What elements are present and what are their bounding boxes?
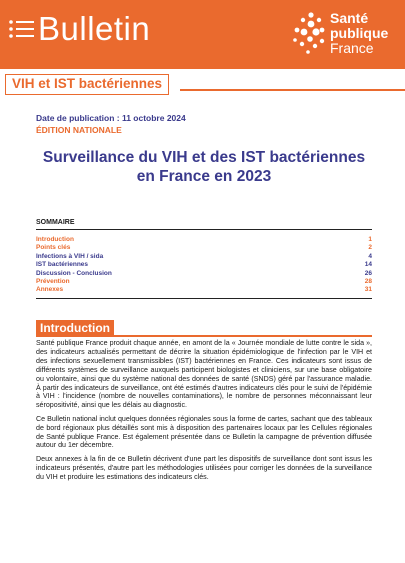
logo-wordmark (330, 11, 388, 56)
toc-item-label: Infections à VIH / sida (36, 252, 104, 260)
toc-item-label: Annexes (36, 286, 64, 294)
toc-item-label: IST bactériennes (36, 261, 89, 269)
toc-item-prevention[interactable] (36, 278, 372, 286)
introduction-body (36, 339, 372, 486)
toc-item-label: Introduction (36, 236, 74, 243)
edition-label: ÉDITION NATIONALE (36, 125, 122, 135)
toc-item-ist-bacteriennes[interactable] (36, 261, 372, 269)
bulletin-title: Bulletin (38, 10, 151, 47)
logo-line-3: France (330, 40, 374, 56)
toc-item-annexes[interactable] (36, 286, 372, 294)
toc-item-label: Discussion - Conclusion (36, 269, 112, 277)
document-title: Surveillance du VIH et des IST bactériennes en France en 2023 (42, 149, 366, 185)
toc-heading: SOMMAIRE (36, 219, 75, 226)
toc-item-label: Prévention (36, 278, 70, 286)
logo-line-1: Santé (330, 10, 369, 26)
toc-rule-bottom (36, 298, 372, 299)
logo-line-2: publique (330, 25, 389, 41)
topic-label: VIH et IST bactériennes (12, 76, 163, 91)
topic-divider (180, 89, 405, 91)
toc-rule-top (36, 229, 372, 230)
topic-badge (5, 74, 169, 95)
toc-item-page: 26 (364, 269, 372, 277)
table-of-contents (36, 236, 372, 295)
toc-item-discussion[interactable] (36, 270, 372, 278)
introduction-heading: Introduction (36, 320, 114, 336)
toc-item-vih-sida[interactable] (36, 253, 372, 261)
dots-starburst-icon (289, 10, 327, 58)
toc-item-page: 1 (368, 236, 372, 243)
toc-item-points-cles[interactable] (36, 244, 372, 252)
toc-item-label: Points clés (36, 244, 71, 252)
toc-item-page: 31 (364, 286, 372, 294)
intro-paragraph: Santé publique France produit chaque année, en amont de la « Journée mondiale de lutte contre le sida », des indicateurs actualisés permettant de décrire la situation épidémiologique de l'infection par le VIH et des infections sexuellement transmissibles (IST) bactériennes en France. Ces indicateurs sont issus de différents systèmes de surveillance auxquels participent biologistes et cliniciens, sur une base obligatoire ou volontaire, ainsi que du système national des données de santé (SNDS) géré par l'assurance maladie. À partir des indicateurs de surveillance, ont été estimés d'autres indicateurs clés pour le suivi de l'épidémie à VIH : l'incidence (nombre de nouvelles contaminations), le nombre de personnes méconnaissant leur séropositivité, ainsi que les délais au diagnostic. (36, 339, 372, 410)
intro-paragraph: Deux annexes à la fin de ce Bulletin décrivent d'une part les dispositifs de surveillance dont sont issus les indicateurs présentés, d'autre part les méthodologies utilisées pour corriger les données de la surveillance du VIH et produire les estimations des indicateurs clés. (36, 454, 372, 481)
publication-meta (36, 112, 186, 136)
publication-date: Date de publication : 11 octobre 2024 (36, 113, 186, 123)
toc-item-page: 14 (364, 261, 372, 269)
toc-item-introduction[interactable] (36, 236, 372, 244)
toc-item-page: 2 (368, 244, 372, 252)
list-lines-icon (8, 18, 34, 40)
intro-paragraph: Ce Bulletin national inclut quelques données régionales sous la forme de cartes, sachant que des tableaux de bord régionaux plus détaillés sont mis à disposition des partenaires locaux par les Cellules régionales de Santé publique France. Est également présentée dans ce Bulletin la campagne de prévention diffusée autour du 1er décembre. (36, 414, 372, 450)
topic-bar (0, 69, 405, 100)
toc-item-page: 28 (364, 278, 372, 286)
toc-item-page: 4 (368, 252, 372, 260)
introduction-header (36, 320, 372, 336)
header-banner (0, 0, 405, 69)
